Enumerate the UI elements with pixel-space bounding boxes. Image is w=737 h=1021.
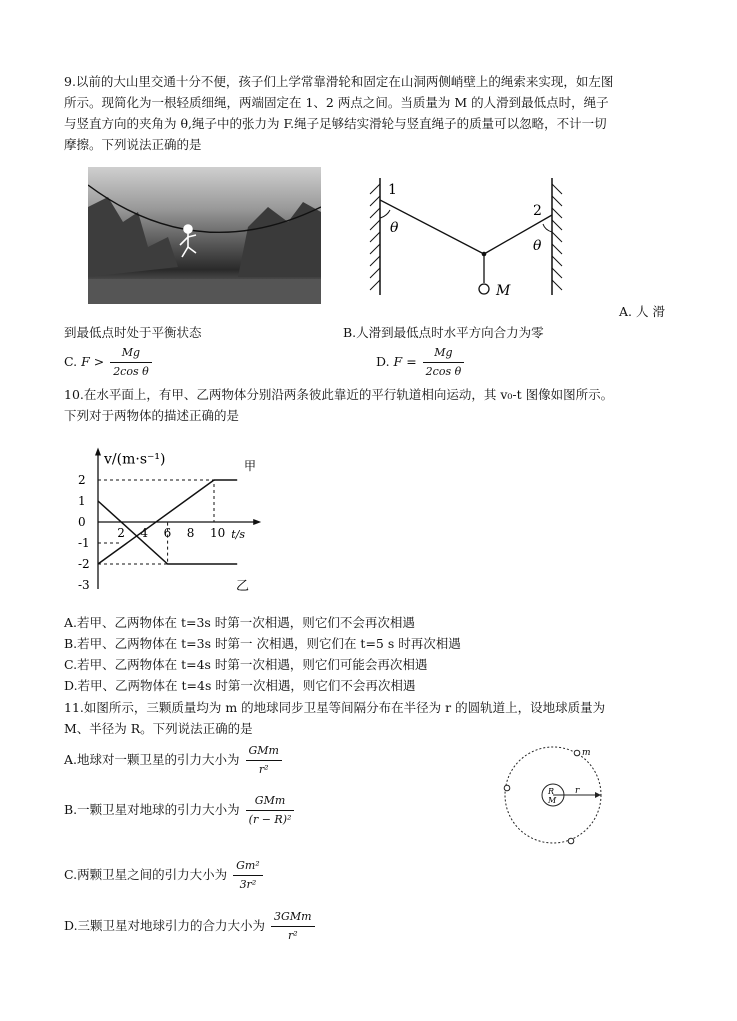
x-tick-label: 10 (210, 526, 226, 540)
fraction-denominator: 3r² (239, 878, 257, 891)
q10-option-a: A.若甲、乙两物体在 t=3s 时第一次相遇，则它们不会再次相遇 (64, 615, 415, 630)
x-axis-label: t/s (231, 528, 245, 541)
option-d-prefix: D. (376, 354, 390, 369)
q10-line2: 下列对于两物体的描述正确的是 (64, 408, 240, 423)
option-c-fraction (233, 857, 263, 894)
option-d-text: D.三颗卫星对地球引力的合力大小为 (64, 918, 266, 933)
option-c-text: C.两颗卫星之间的引力大小为 (64, 867, 228, 882)
y-tick-label: 0 (78, 515, 86, 529)
q9-line1: 9.以前的大山里交通十分不便，孩子们上学常靠滑轮和固定在山洞两侧峭壁上的绳索来实现，如左图 (64, 74, 614, 89)
q11-option-d (64, 908, 317, 945)
q9-line2: 所示。现简化为一根轻质细绳，两端固定在 1、2 两点之间。当质量为 M 的人滑到最低点时，绳子 (64, 95, 609, 110)
fraction-numerator: GMm (246, 742, 282, 761)
satellite-orbit-diagram (495, 738, 615, 858)
x-axis-arrow (253, 519, 261, 525)
option-d-lhs: F = (393, 354, 417, 369)
q11-line1: 11.如图所示，三颗质量均为 m 的地球同步卫星等间隔分布在半径为 r 的圆轨道上，设地球质量为 (64, 700, 606, 715)
y-tick-label: -3 (78, 578, 90, 592)
fraction-denominator: r² (258, 763, 269, 776)
fraction-numerator: GMm (246, 792, 295, 811)
fraction-denominator: r² (287, 929, 298, 942)
q9-line3: 与竖直方向的夹角为 θ,绳子中的张力为 F.绳子足够结实滑轮与竖直绳子的质量可以忽略，不计一切 (64, 116, 607, 131)
option-a-text: A.地球对一颗卫星的引力大小为 (64, 752, 240, 767)
option-c-prefix: C. (64, 354, 78, 369)
option-b-fraction (246, 792, 295, 829)
theta-left-label: θ (390, 220, 399, 236)
x-tick-label: 8 (186, 526, 195, 540)
velocity-time-chart (70, 425, 330, 625)
point-2-label: 2 (533, 203, 542, 219)
fraction-numerator: Mg (110, 344, 152, 363)
fraction-denominator: 2cos θ (425, 365, 462, 378)
option-a-fraction (246, 742, 282, 779)
guide-line-vm2 (98, 522, 168, 564)
y-tick-label: 1 (78, 494, 86, 508)
satellite-m-label: m (582, 748, 591, 758)
q11-option-b (64, 792, 296, 829)
option-c-lhs: F > (81, 354, 105, 369)
radius-r-label: r (575, 786, 580, 796)
q9-option-a-part1: A. 人 滑 (619, 304, 665, 319)
q9-option-c (64, 344, 154, 381)
y-tick-label: -2 (78, 557, 90, 571)
q9-option-d (376, 344, 466, 381)
y-tick-label: -1 (78, 536, 90, 550)
q9-option-b: B.人滑到最低点时水平方向合力为零 (343, 325, 544, 340)
q11-line2: M、半径为 R。下列说法正确的是 (64, 721, 253, 736)
series-label-yi: 乙 (236, 579, 250, 594)
q11-option-a (64, 742, 284, 779)
cableway-photo (88, 167, 321, 304)
mass-M-label: M (496, 283, 511, 299)
option-d-fraction (423, 344, 465, 381)
fraction-numerator: 3GMm (271, 908, 314, 927)
option-b-text: B.一颗卫星对地球的引力大小为 (64, 802, 240, 817)
series-label-jia: 甲 (244, 459, 257, 473)
fraction-denominator: (r − R)² (248, 813, 292, 826)
q10-option-c: C.若甲、乙两物体在 t=4s 时第一次相遇，则它们可能会再次相遇 (64, 657, 428, 672)
fraction-numerator: Gm² (233, 857, 263, 876)
fraction-numerator: Mg (423, 344, 465, 363)
earth-M-label: M (548, 796, 557, 805)
x-tick-label: 6 (163, 526, 172, 540)
y-tick-label: 2 (78, 473, 86, 487)
photo-illustration (88, 167, 321, 304)
theta-right-label: θ (533, 238, 542, 254)
option-d-fraction (271, 908, 314, 945)
earth-R-label: R (548, 787, 555, 796)
q10-option-d: D.若甲、乙两物体在 t=4s 时第一次相遇，则它们不会再次相遇 (64, 678, 416, 693)
fraction-denominator: 2cos θ (113, 365, 149, 378)
point-1-label: 1 (388, 182, 397, 198)
rope-diagram (360, 170, 600, 310)
option-c-fraction (110, 344, 152, 381)
q9-line4: 摩擦。下列说法正确的是 (64, 137, 202, 152)
x-tick-label: 4 (140, 526, 149, 540)
q9-option-a-part2: 到最低点时处于平衡状态 (64, 325, 202, 340)
q11-option-c (64, 857, 265, 894)
q10-line1: 10.在水平面上，有甲、乙两物体分别沿两条彼此靠近的平行轨道相向运动，其 v₀-t 图像如图所示。 (64, 387, 614, 402)
y-axis-label: v/(m·s⁻¹) (104, 451, 166, 468)
x-tick-label: 2 (117, 526, 125, 540)
q10-option-b: B.若甲、乙两物体在 t=3s 时第一 次相遇，则它们在 t=5 s 时再次相遇 (64, 636, 461, 651)
guide-line-v2 (98, 480, 214, 522)
y-axis-arrow (95, 448, 101, 456)
